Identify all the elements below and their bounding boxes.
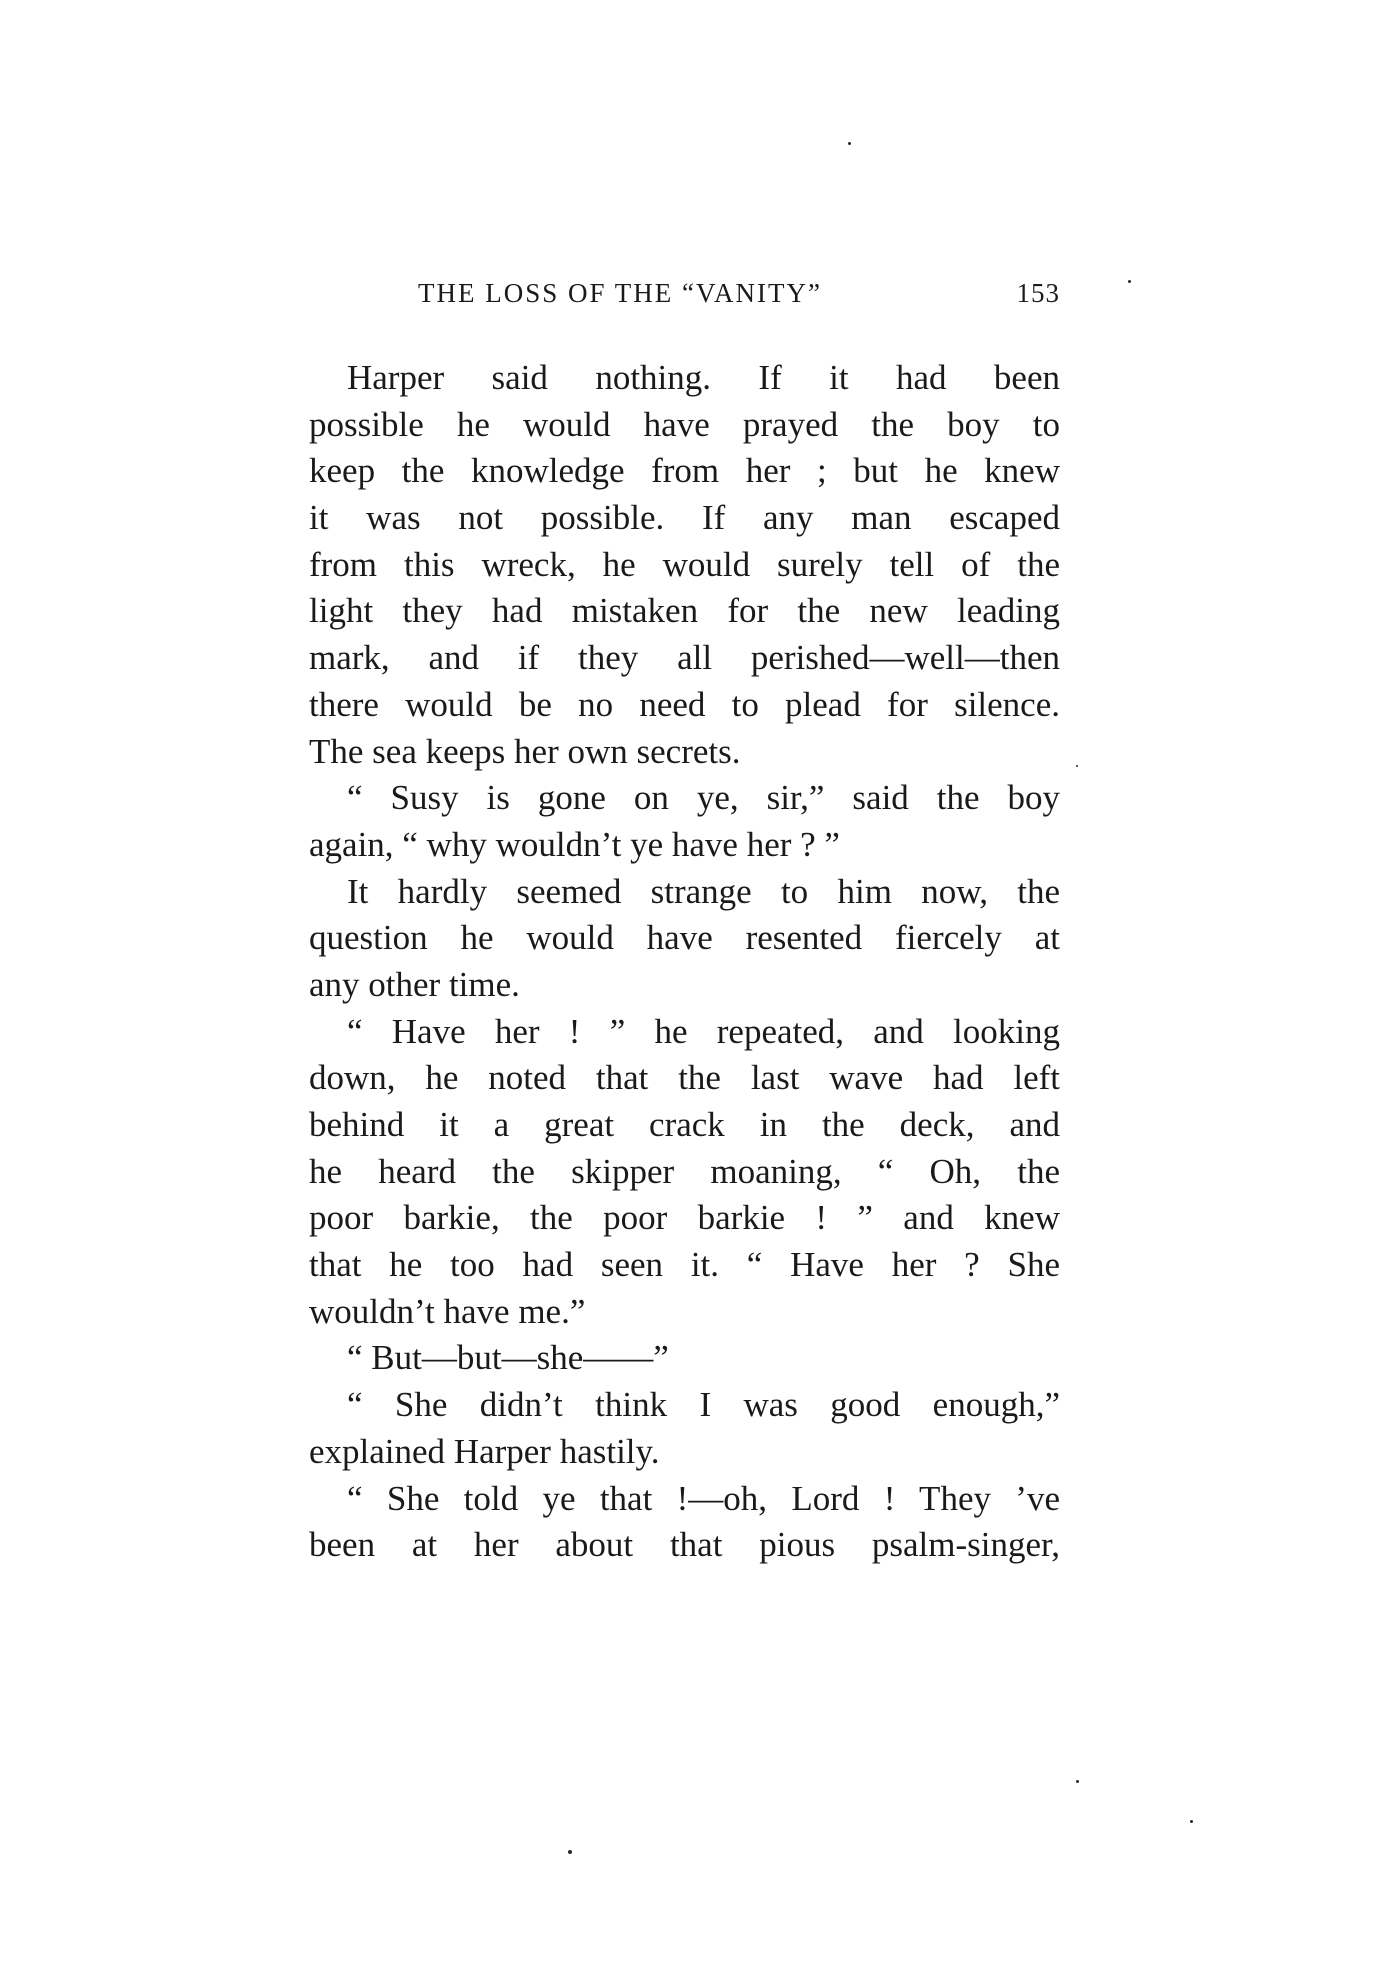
text-line: from this wreck, he would surely tell of the bbox=[309, 544, 1060, 584]
text-line: that he too had seen it. “ Have her ? She bbox=[309, 1245, 1060, 1285]
text-line: mark, and if they all perished—well—then bbox=[309, 638, 1060, 678]
text-line: light they had mistaken for the new leading bbox=[309, 591, 1060, 631]
running-head bbox=[418, 278, 1060, 318]
text-line: it was not possible. If any man escaped bbox=[309, 498, 1060, 538]
scan-speck bbox=[1128, 280, 1131, 283]
running-title: THE LOSS OF THE “VANITY” bbox=[418, 278, 822, 308]
text-line: wouldn’t have me.” bbox=[309, 1291, 586, 1331]
scan-speck bbox=[568, 1850, 572, 1854]
text-line: he heard the skipper moaning, “ Oh, the bbox=[309, 1151, 1060, 1191]
text-line: It hardly seemed strange to him now, the bbox=[347, 871, 1060, 911]
text-line: possible he would have prayed the boy to bbox=[309, 404, 1060, 444]
text-line: “ Have her ! ” he repeated, and looking bbox=[347, 1011, 1060, 1051]
scan-speck bbox=[1190, 1820, 1193, 1823]
text-line: Harper said nothing. If it had been bbox=[347, 358, 1060, 397]
text-line: keep the knowledge from her ; but he knew bbox=[309, 451, 1060, 491]
scan-speck bbox=[1076, 765, 1078, 767]
text-line: poor barkie, the poor barkie ! ” and knew bbox=[309, 1198, 1060, 1238]
text-line: been at her about that pious psalm-singer, bbox=[309, 1525, 1060, 1565]
page-number: 153 bbox=[1016, 278, 1060, 308]
text-line: question he would have resented fiercely at bbox=[309, 918, 1060, 958]
text-line: any other time. bbox=[309, 964, 520, 1004]
text-line: The sea keeps her own secrets. bbox=[309, 731, 741, 771]
text-line: behind it a great crack in the deck, and bbox=[309, 1105, 1060, 1144]
text-line: again, “ why wouldn’t ye have her ? ” bbox=[309, 824, 840, 864]
text-line: down, he noted that the last wave had left bbox=[309, 1058, 1060, 1098]
text-line: “ Susy is gone on ye, sir,” said the boy bbox=[347, 778, 1060, 818]
body-text bbox=[309, 355, 1060, 1569]
text-line: explained Harper hastily. bbox=[309, 1431, 660, 1471]
text-line: there would be no need to plead for silence. bbox=[309, 684, 1060, 724]
text-line: “ She told ye that !—oh, Lord ! They ’ve bbox=[347, 1478, 1060, 1518]
text-line: “ But—but—she——” bbox=[347, 1338, 669, 1378]
text-line: “ She didn’t think I was good enough,” bbox=[347, 1385, 1060, 1425]
scan-speck bbox=[1076, 1780, 1079, 1783]
scan-speck bbox=[848, 142, 851, 145]
